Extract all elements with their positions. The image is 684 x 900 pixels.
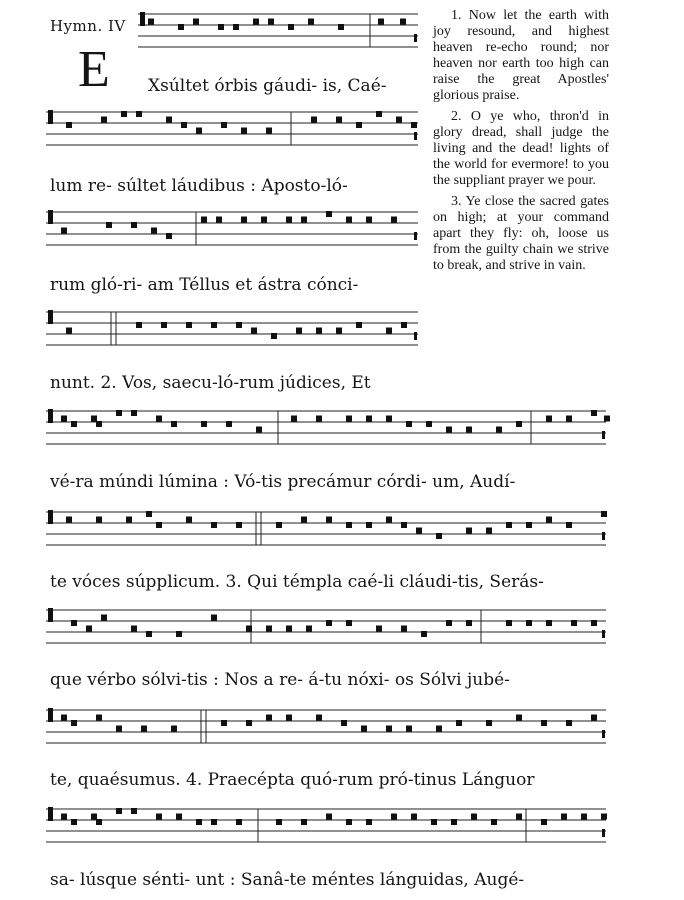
neume	[391, 814, 397, 820]
neume	[86, 626, 92, 632]
lyric-line-9: sa- lúsque sénti- unt : Sanâ-te méntes lánguidas, Augé-	[50, 870, 525, 890]
neume	[131, 222, 137, 228]
hymn-label: Hymn. IV	[50, 17, 126, 35]
neume	[101, 615, 107, 621]
neume	[416, 528, 422, 534]
neume	[356, 322, 362, 328]
neume	[166, 233, 172, 239]
neume	[196, 819, 202, 825]
neume	[386, 726, 392, 732]
neume	[216, 217, 222, 223]
neume	[156, 814, 162, 820]
neume	[486, 528, 492, 534]
neume	[276, 522, 282, 528]
neume	[401, 626, 407, 632]
neume	[296, 328, 302, 334]
neume	[406, 726, 412, 732]
staff-8	[46, 706, 606, 754]
neume	[116, 726, 122, 732]
neume	[66, 122, 72, 128]
neume	[591, 410, 597, 416]
clef-mark	[48, 708, 53, 722]
neume	[176, 814, 182, 820]
neume	[156, 416, 162, 422]
neume	[246, 626, 252, 632]
neume	[466, 427, 472, 433]
staff-2	[46, 108, 418, 156]
neume	[236, 819, 242, 825]
neume	[291, 416, 297, 422]
neume	[286, 715, 292, 721]
neume	[61, 228, 67, 234]
neume	[566, 522, 572, 528]
staff-svg	[46, 308, 418, 356]
neume	[316, 328, 322, 334]
staff-3	[46, 208, 418, 256]
staff-svg	[46, 805, 606, 853]
neume	[581, 814, 587, 820]
neume	[604, 416, 610, 422]
neume	[601, 511, 607, 517]
neume	[101, 117, 107, 123]
neume	[201, 217, 207, 223]
lyric-line-3: rum gló-ri- am Téllus et ástra cónci-	[50, 275, 359, 295]
neume	[406, 421, 412, 427]
neume	[236, 522, 242, 528]
neume	[211, 322, 217, 328]
neume	[161, 322, 167, 328]
neume	[266, 626, 272, 632]
neume	[253, 19, 259, 25]
neume	[301, 217, 307, 223]
neume	[326, 814, 332, 820]
neume	[326, 211, 332, 217]
neume	[506, 620, 512, 626]
neume	[176, 631, 182, 637]
neume	[526, 620, 532, 626]
neume	[286, 626, 292, 632]
neume	[346, 217, 352, 223]
neume	[91, 814, 97, 820]
neume	[121, 111, 127, 117]
neume	[306, 626, 312, 632]
neume	[386, 517, 392, 523]
neume	[541, 720, 547, 726]
neume	[361, 726, 367, 732]
staff-svg	[46, 706, 606, 754]
neume	[256, 427, 262, 433]
neume	[466, 528, 472, 534]
neume	[446, 427, 452, 433]
neume	[186, 517, 192, 523]
neume	[316, 416, 322, 422]
neume	[346, 620, 352, 626]
neume	[246, 720, 252, 726]
neume	[346, 819, 352, 825]
neume	[261, 217, 267, 223]
neume	[61, 715, 67, 721]
neume	[106, 222, 112, 228]
neume	[486, 720, 492, 726]
neume	[421, 631, 427, 637]
neume	[141, 726, 147, 732]
neume	[366, 522, 372, 528]
staff-7	[46, 606, 606, 654]
neume	[336, 328, 342, 334]
neume	[336, 117, 342, 123]
neume	[376, 626, 382, 632]
clef-mark	[48, 409, 53, 423]
neume	[96, 819, 102, 825]
staff-svg	[46, 108, 418, 156]
neume	[516, 715, 522, 721]
neume	[311, 117, 317, 123]
neume	[221, 122, 227, 128]
custos	[602, 431, 605, 439]
neume	[186, 322, 192, 328]
staff-1	[138, 10, 418, 58]
neume	[571, 620, 577, 626]
neume	[241, 217, 247, 223]
neume	[471, 814, 477, 820]
neume	[151, 228, 157, 234]
neume	[146, 511, 152, 517]
neume	[148, 19, 154, 25]
neume	[301, 819, 307, 825]
staff-svg	[46, 508, 606, 556]
neume	[401, 522, 407, 528]
neume	[326, 620, 332, 626]
neume	[546, 620, 552, 626]
neume	[391, 217, 397, 223]
clef-mark	[48, 210, 53, 224]
neume	[116, 808, 122, 814]
neume	[71, 421, 77, 427]
neume	[526, 522, 532, 528]
custos	[602, 829, 605, 837]
neume	[96, 715, 102, 721]
neume	[276, 819, 282, 825]
neume	[193, 19, 199, 25]
neume	[338, 24, 344, 30]
custos	[414, 232, 417, 240]
custos	[414, 132, 417, 140]
neume	[116, 410, 122, 416]
staff-svg	[46, 407, 606, 455]
neume	[541, 819, 547, 825]
neume	[71, 720, 77, 726]
neume	[211, 819, 217, 825]
neume	[506, 522, 512, 528]
neume	[211, 522, 217, 528]
neume	[601, 814, 607, 820]
neume	[326, 517, 332, 523]
neume	[401, 322, 407, 328]
neume	[268, 19, 274, 25]
neume	[316, 715, 322, 721]
neume	[396, 117, 402, 123]
neume	[411, 122, 417, 128]
neume	[431, 819, 437, 825]
neume	[171, 421, 177, 427]
neume	[196, 128, 202, 134]
clef-mark	[48, 608, 53, 622]
neume	[61, 416, 67, 422]
lyric-line-5: vé-ra múndi lúmina : Vó-tis precámur córdi- um, Audí-	[50, 472, 516, 492]
neume	[71, 620, 77, 626]
staff-5	[46, 407, 606, 455]
neume	[201, 421, 207, 427]
neume	[146, 631, 152, 637]
neume	[266, 715, 272, 721]
neume	[516, 814, 522, 820]
neume	[341, 720, 347, 726]
neume	[61, 814, 67, 820]
neume	[591, 620, 597, 626]
neume	[91, 416, 97, 422]
neume	[131, 808, 137, 814]
neume	[366, 217, 372, 223]
neume	[226, 421, 232, 427]
neume	[456, 720, 462, 726]
neume	[66, 328, 72, 334]
clef-mark	[48, 807, 53, 821]
staff-svg	[46, 208, 418, 256]
neume	[346, 416, 352, 422]
neume	[566, 416, 572, 422]
neume	[96, 517, 102, 523]
lyric-line-6: te vóces súpplicum. 3. Qui témpla caé-li cláudi-tis, Serás-	[50, 572, 544, 592]
neume	[491, 819, 497, 825]
custos	[602, 730, 605, 738]
staff-4	[46, 308, 418, 356]
neume	[266, 128, 272, 134]
verse-3: 3. Ye close the sacred gates on high; at your command apart they fly: oh, loose us from the guilty chain we strive to break, and strive in vain.	[433, 194, 609, 273]
clef-mark	[48, 110, 53, 124]
verse-1: 1. Now let the earth with joy resound, and highest heaven re-echo round; nor heaven nor earth too high can raise the great Apostles' glorious praise.	[433, 8, 609, 103]
custos	[414, 332, 417, 340]
clef-mark	[140, 12, 145, 26]
neume	[218, 24, 224, 30]
neume	[308, 19, 314, 25]
verse-2: 2. O ye who, thron'd in glory dread, shall judge the living and the dead! lights of the world for evermore! to you the suppliant prayer we pour.	[433, 109, 609, 188]
drop-cap: E	[78, 41, 110, 98]
neume	[411, 814, 417, 820]
verse-column	[433, 8, 609, 279]
neume	[288, 24, 294, 30]
neume	[251, 328, 257, 334]
neume	[301, 517, 307, 523]
neume	[516, 421, 522, 427]
neume	[436, 533, 442, 539]
neume	[156, 522, 162, 528]
neume	[171, 726, 177, 732]
lyric-line-4: nunt. 2. Vos, saecu-ló-rum júdices, Et	[50, 373, 371, 393]
staff-svg	[138, 10, 418, 58]
lyric-line-1: Xsúltet órbis gáudi- is, Caé-	[148, 76, 387, 96]
clef-mark	[48, 510, 53, 524]
neume	[446, 620, 452, 626]
custos	[414, 34, 417, 42]
neume	[566, 720, 572, 726]
neume	[271, 333, 277, 339]
neume	[211, 615, 217, 621]
neume	[591, 715, 597, 721]
neume	[96, 421, 102, 427]
neume	[546, 416, 552, 422]
neume	[546, 517, 552, 523]
neume	[466, 620, 472, 626]
neume	[233, 24, 239, 30]
neume	[71, 819, 77, 825]
staff-6	[46, 508, 606, 556]
neume	[181, 122, 187, 128]
neume	[136, 111, 142, 117]
neume	[286, 217, 292, 223]
neume	[356, 122, 362, 128]
staff-9	[46, 805, 606, 853]
neume	[126, 517, 132, 523]
neume	[366, 819, 372, 825]
neume	[378, 19, 384, 25]
neume	[131, 410, 137, 416]
neume	[561, 814, 567, 820]
neume	[178, 24, 184, 30]
custos	[602, 532, 605, 540]
staff-svg	[46, 606, 606, 654]
neume	[451, 819, 457, 825]
custos	[602, 630, 605, 638]
neume	[136, 322, 142, 328]
neume	[376, 111, 382, 117]
neume	[66, 517, 72, 523]
neume	[436, 726, 442, 732]
neume	[346, 522, 352, 528]
neume	[166, 117, 172, 123]
neume	[366, 416, 372, 422]
neume	[386, 416, 392, 422]
lyric-line-7: que vérbo sólvi-tis : Nos a re- á-tu nóxi- os Sólvi jubé-	[50, 670, 510, 690]
neume	[386, 328, 392, 334]
neume	[236, 322, 242, 328]
neume	[221, 720, 227, 726]
neume	[496, 427, 502, 433]
lyric-line-2: lum re- súltet láudibus : Aposto-ló-	[50, 176, 348, 196]
clef-mark	[48, 310, 53, 324]
neume	[131, 626, 137, 632]
neume	[400, 19, 406, 25]
neume	[241, 128, 247, 134]
neume	[426, 421, 432, 427]
lyric-line-8: te, quaésumus. 4. Praecépta quó-rum pró-tinus Lánguor	[50, 770, 535, 790]
